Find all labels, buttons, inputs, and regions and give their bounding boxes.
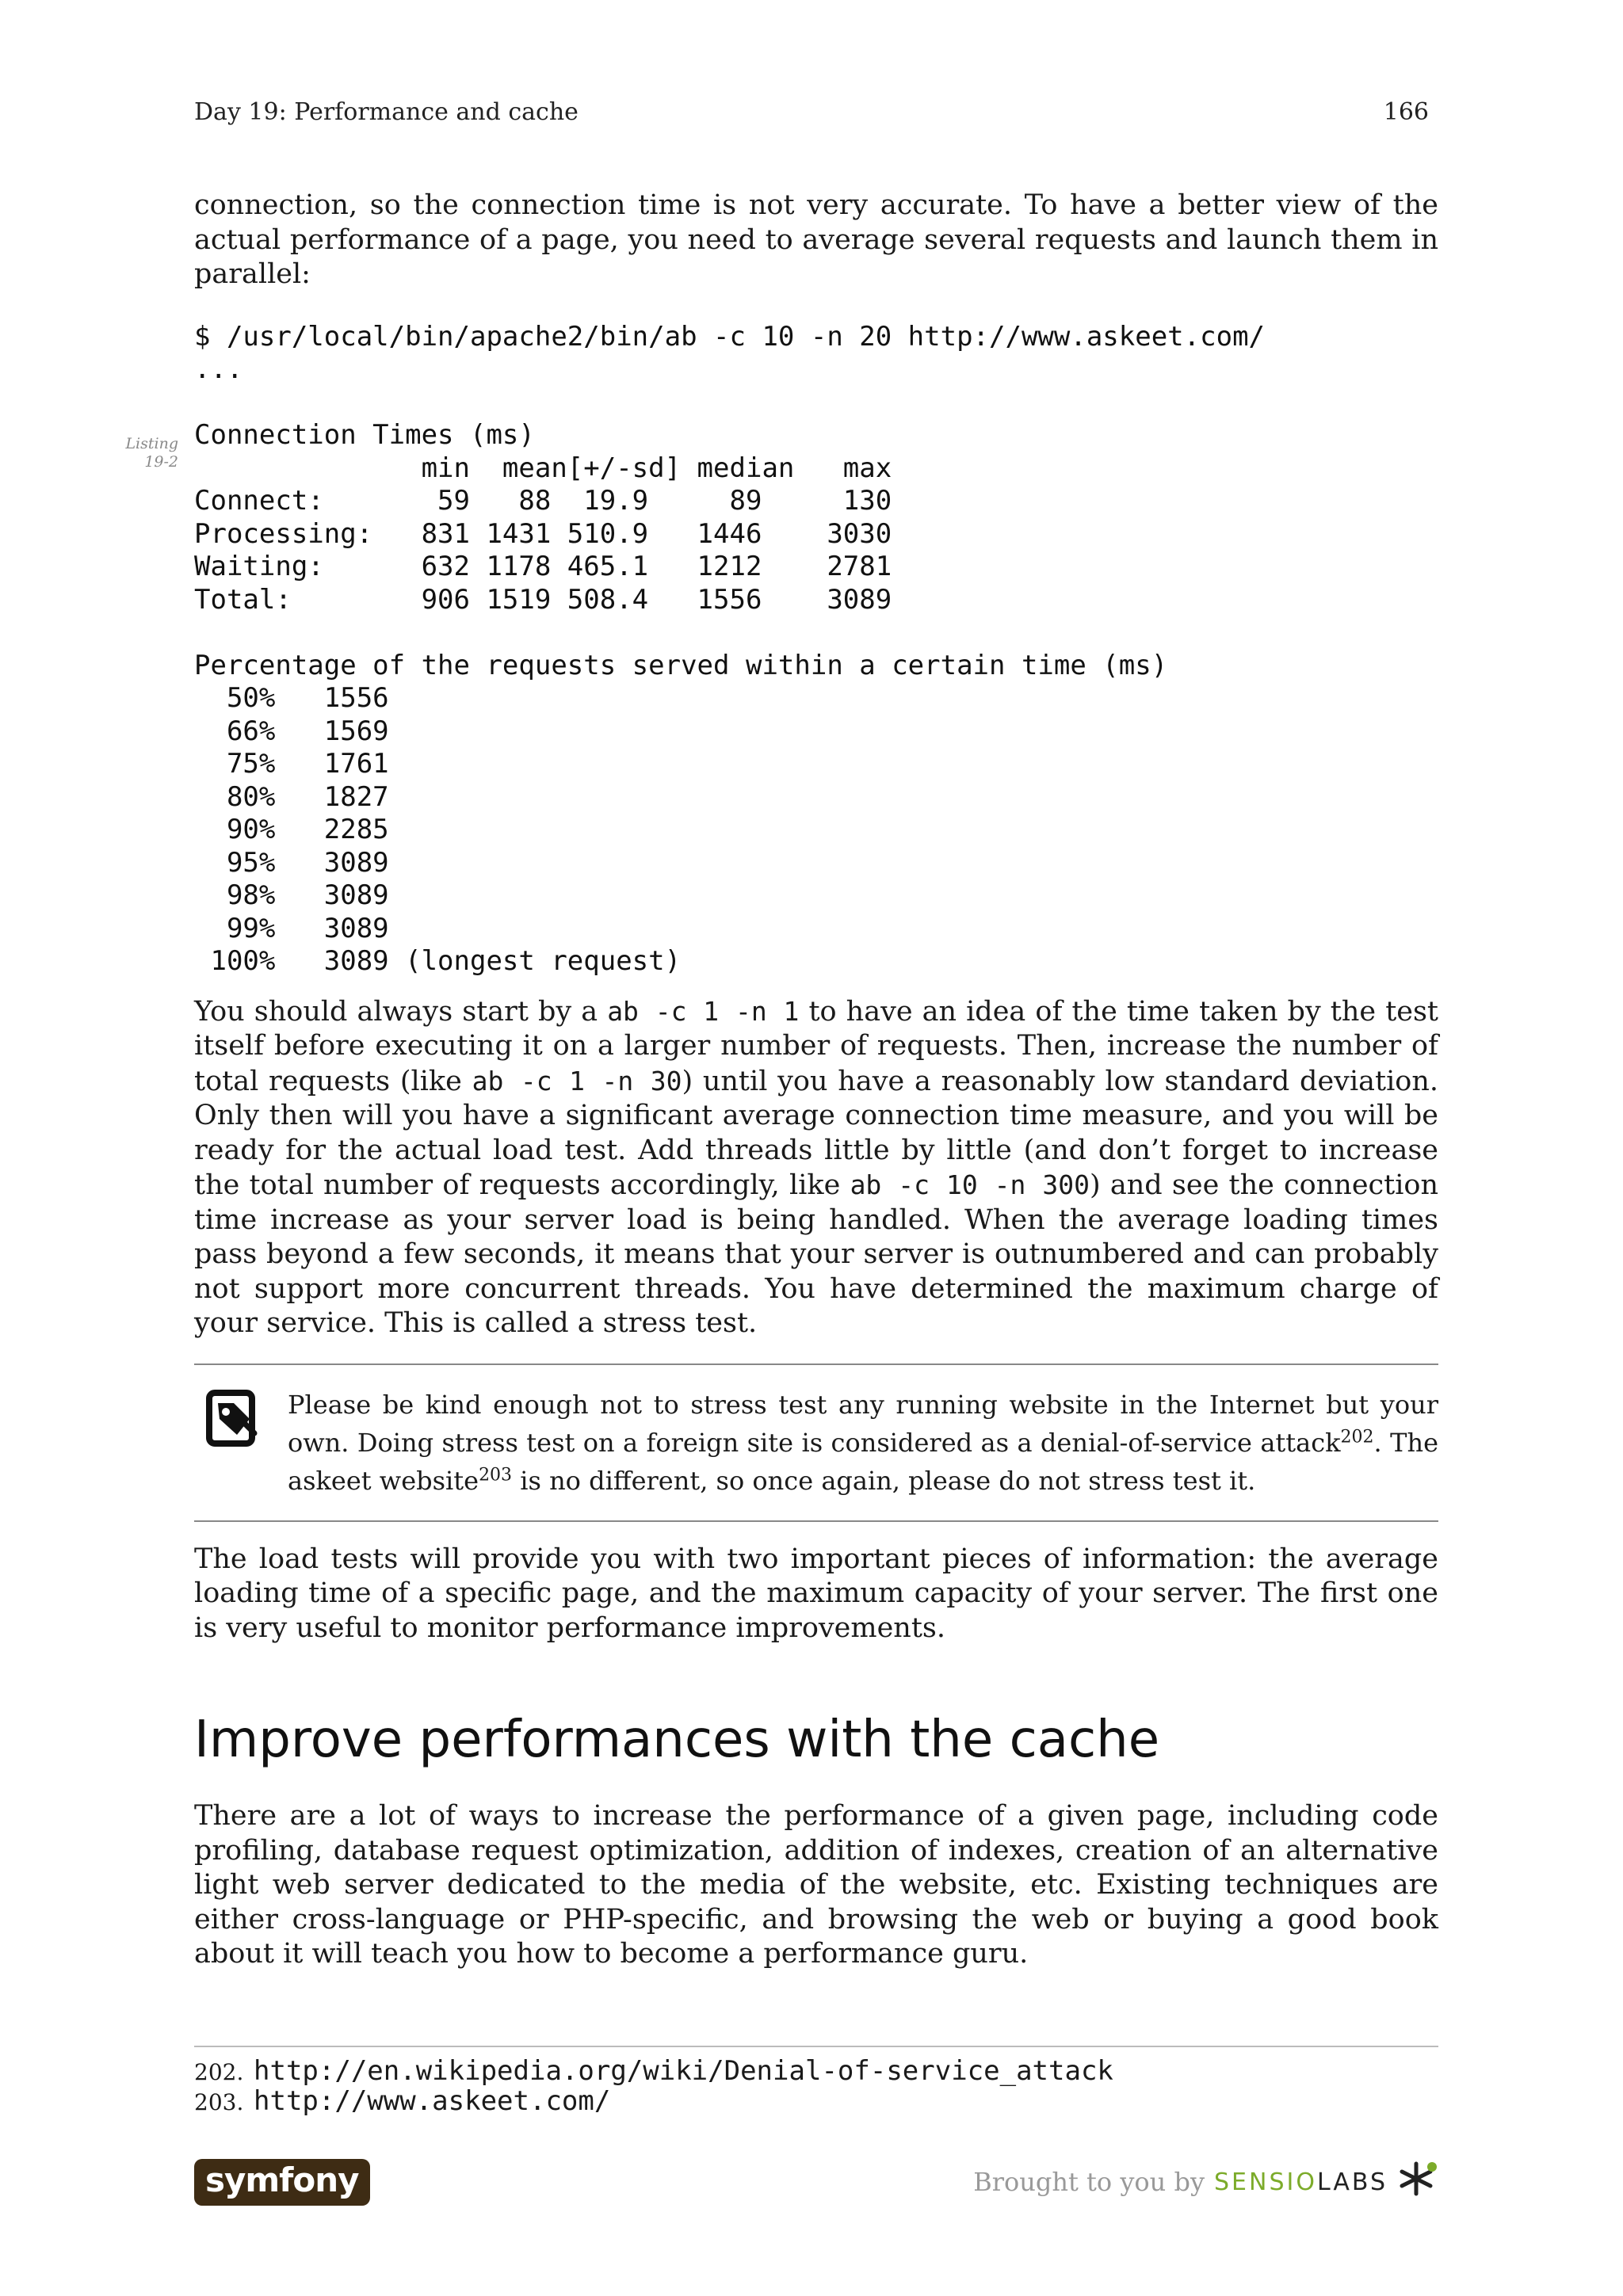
footnote-number: 202. xyxy=(194,2059,244,2085)
cache-paragraph: There are a lot of ways to increase the performance of a given page, including code profiling, database request optimization, addition of indexes, creation of an alternative light web server dedicated to the media of the website, etc. Existing techniques are either cross-language or PHP-specific, and browsing the web or buying a good book about it will teach you how to become a performance guru. xyxy=(194,1800,1438,1970)
footnote-rule xyxy=(194,2046,1438,2047)
text-run: to have an idea of the time taken by the test itself before executing it on a larger number of requests. Then, increase the number of total requests (like xyxy=(194,995,1439,1097)
note-icon xyxy=(194,1386,288,1452)
page-header xyxy=(194,98,1429,126)
running-title: Day 19: Performance and cache xyxy=(194,98,579,126)
sponsor-credit xyxy=(973,2159,1438,2205)
stress-test-paragraph xyxy=(194,994,1438,1341)
listing-label xyxy=(115,435,178,471)
brand-name-part2: LABS xyxy=(1316,2168,1388,2196)
inline-code: ab -c 1 -n 30 xyxy=(472,1065,682,1097)
text-run: ) until you have a reasonably low standard deviation. Only then will you have a significant average connection time measure, and you will be ready for the actual load test. Add threads little by little (and don’t forget to increase the total number of requests accordingly, like xyxy=(194,1065,1439,1201)
code-listing xyxy=(125,320,1438,978)
sensiolabs-logo-icon xyxy=(1397,2159,1438,2205)
footnote-item xyxy=(194,2087,1438,2117)
load-tests-paragraph: The load tests will provide you with two important pieces of information: the average loading time of a specific page, and the maximum capacity of your server. The first one is very useful to monitor performance improvements. xyxy=(194,1543,1438,1644)
footnote-ref-202[interactable]: 202 xyxy=(1340,1426,1374,1447)
symfony-logo: symfony xyxy=(194,2159,370,2206)
note-bottom-rule xyxy=(194,1520,1438,1522)
brand-name-part1: SENSIO xyxy=(1214,2168,1317,2196)
footnote-link[interactable]: http://en.wikipedia.org/wiki/Denial-of-service_attack xyxy=(254,2055,1113,2087)
footnote-item xyxy=(194,2057,1438,2087)
page-content xyxy=(125,189,1439,1972)
text-run: is no different, so once again, please do not stress test it. xyxy=(512,1465,1256,1496)
intro-paragraph: connection, so the connection time is not very accurate. To have a better view of the actual performance of a page, you need to average several requests and launch them in parallel: xyxy=(194,189,1438,290)
inline-code: ab -c 1 -n 1 xyxy=(607,995,800,1027)
page-number: 166 xyxy=(1383,98,1429,126)
section-heading: Improve performances with the cache xyxy=(194,1711,1160,1769)
text-run: Please be kind enough not to stress test any running website in the Internet but your own. Doing stress test on a foreign site is considered as a denial-of-service attack xyxy=(288,1389,1438,1458)
note-box xyxy=(194,1363,1438,1522)
text-run: You should always start by a xyxy=(194,995,608,1028)
listing-code: $ /usr/local/bin/apache2/bin/ab -c 10 -n 20 http://www.askeet.com/ ... Connection Times (ms) min mean[+/-sd] median max Connect: 59 88 19.9 89 130 Processing: 831 1431 510.9 1446 3030 Waiting: 632 1178 465.1 1212 2781 Total: 906 1519 508.4 1556 3089 Percentage of the requests served within a certain time (ms) 50% 1556 66% 1569 75% 1761 80% 1827 90% 2285 95% 3089 98% 3089 99% 3089 100% 3089 (longest request) xyxy=(194,320,1266,977)
listing-label-number: 19-2 xyxy=(144,452,178,471)
note-text xyxy=(288,1386,1438,1500)
footnote-ref-203[interactable]: 203 xyxy=(479,1464,513,1485)
footnotes xyxy=(194,2046,1438,2117)
text-run: . The askeet website xyxy=(288,1427,1439,1496)
text-run: ) and see the connection time increase as your server load is being handled. When the average loading times pass beyond a few seconds, it means that your server is outnumbered and can probably not support more concurrent threads. You have determined the maximum charge of your service. This is called a stress test. xyxy=(194,1169,1439,1339)
inline-code: ab -c 10 -n 300 xyxy=(850,1169,1090,1200)
listing-label-word: Listing xyxy=(125,434,178,452)
footnote-link[interactable]: http://www.askeet.com/ xyxy=(254,2085,611,2117)
page-footer xyxy=(194,2158,1438,2206)
brought-to-you-text: Brought to you by xyxy=(973,2167,1205,2197)
note-body xyxy=(194,1365,1438,1520)
footnote-number: 203. xyxy=(194,2089,244,2115)
